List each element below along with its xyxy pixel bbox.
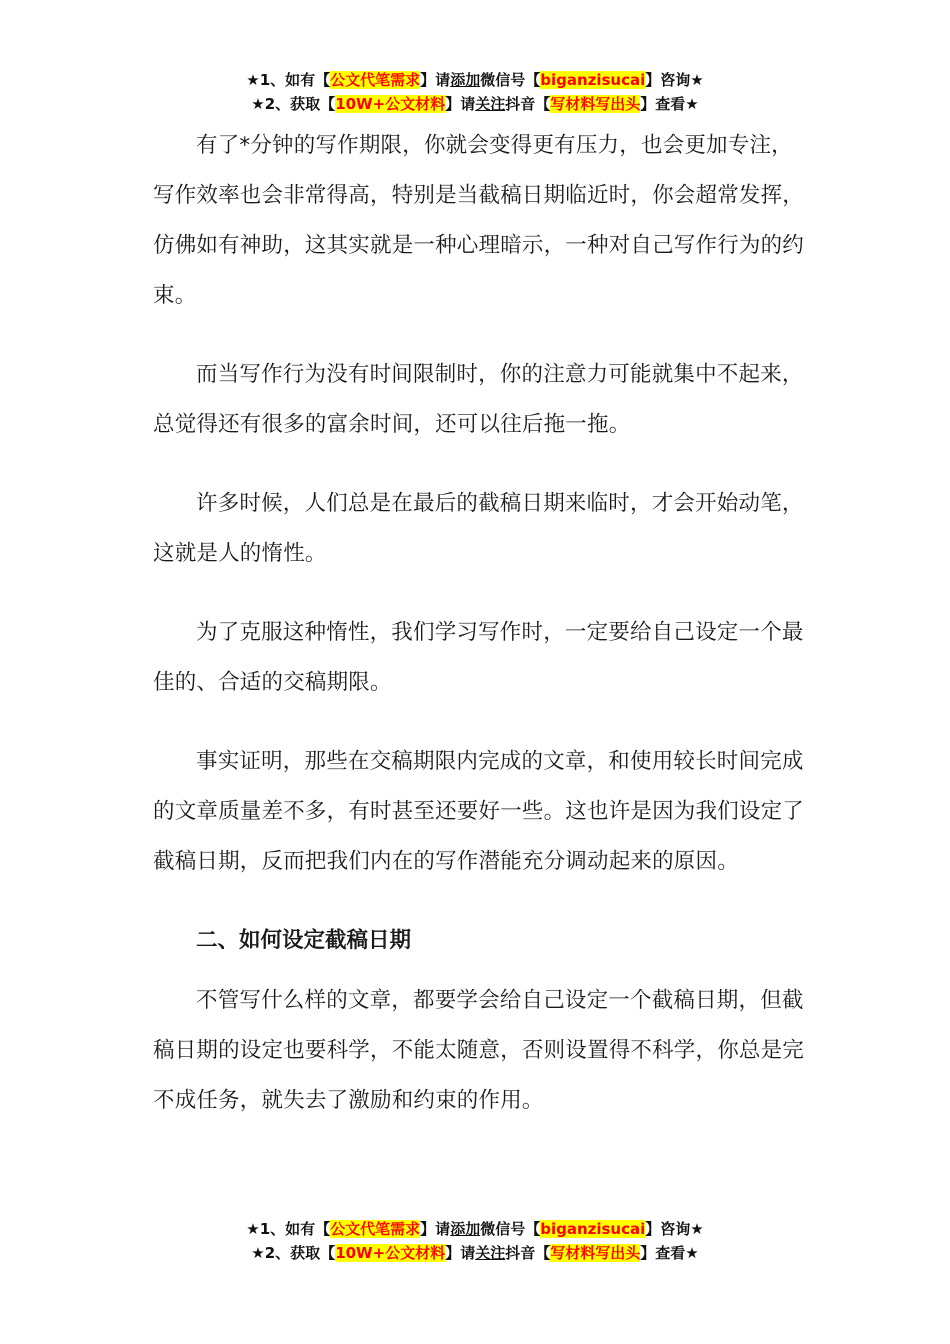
promo-underlined-text: 添加 — [450, 1220, 481, 1238]
promo-text: 】咨询★ — [645, 1220, 704, 1238]
promo-text: 】咨询★ — [645, 71, 704, 89]
douyin-id-highlight: 写材料写出头 — [550, 1244, 641, 1262]
promo-line-2 — [0, 1241, 950, 1265]
promo-underlined-text: 关注 — [475, 1244, 506, 1262]
promo-text: 】查看★ — [640, 1244, 699, 1262]
promo-text: ★1、如有【 — [246, 71, 331, 89]
document-body — [153, 121, 810, 1155]
promo-text: ★2、获取【 — [251, 1244, 336, 1262]
promo-text: 】请 — [420, 1220, 451, 1238]
header-promo-banner — [0, 68, 950, 116]
body-paragraph: 不管写什么样的文章，都要学会给自己设定一个截稿日期，但截稿日期的设定也要科学，不能太随意，否则设置得不科学，你总是完不成任务，就失去了激励和约束的作用。 — [153, 988, 805, 1113]
promo-text: 】请 — [420, 71, 451, 89]
promo-underlined-text: 添加 — [450, 71, 481, 89]
body-paragraph: 许多时候，人们总是在最后的截稿日期来临时，才会开始动笔，这就是人的惰性。 — [153, 491, 804, 566]
promo-highlight: 公文代笔需求 — [330, 71, 421, 89]
body-paragraph: 为了克服这种惰性，我们学习写作时，一定要给自己设定一个最佳的、合适的交稿期限。 — [153, 620, 804, 695]
promo-highlight: 10W+公文材料 — [335, 1244, 446, 1262]
promo-text: ★1、如有【 — [246, 1220, 331, 1238]
promo-line-1 — [0, 1217, 950, 1241]
promo-text: 】请 — [445, 1244, 476, 1262]
promo-underlined-text: 关注 — [475, 95, 506, 113]
douyin-id-highlight: 写材料写出头 — [550, 95, 641, 113]
promo-text: 微信号【 — [480, 1220, 541, 1238]
wechat-id-highlight: biganzisucai — [540, 1220, 646, 1238]
promo-text: 抖音【 — [505, 95, 551, 113]
promo-text: 】请 — [445, 95, 476, 113]
footer-promo-banner — [0, 1217, 950, 1265]
promo-text: 抖音【 — [505, 1244, 551, 1262]
wechat-id-highlight: biganzisucai — [540, 71, 646, 89]
promo-text: ★2、获取【 — [251, 95, 336, 113]
body-paragraph: 而当写作行为没有时间限制时，你的注意力可能就集中不起来，总觉得还有很多的富余时间，还可以往后拖一拖。 — [153, 362, 804, 437]
promo-highlight: 公文代笔需求 — [330, 1220, 421, 1238]
body-paragraph: 事实证明，那些在交稿期限内完成的文章，和使用较长时间完成的文章质量差不多，有时甚至还要好一些。这也许是因为我们设定了截稿日期，反而把我们内在的写作潜能充分调动起来的原因。 — [153, 749, 805, 874]
section-heading: 二、如何设定截稿日期 — [196, 928, 412, 953]
promo-highlight: 10W+公文材料 — [335, 95, 446, 113]
body-paragraph: 有了*分钟的写作期限，你就会变得更有压力，也会更加专注，写作效率也会非常得高，特别是当截稿日期临近时，你会超常发挥，仿佛如有神助，这其实就是一种心理暗示，一种对自己写作行为的约束。 — [153, 133, 805, 308]
promo-text: 】查看★ — [640, 95, 699, 113]
promo-text: 微信号【 — [480, 71, 541, 89]
promo-line-2 — [0, 92, 950, 116]
promo-line-1 — [0, 68, 950, 92]
